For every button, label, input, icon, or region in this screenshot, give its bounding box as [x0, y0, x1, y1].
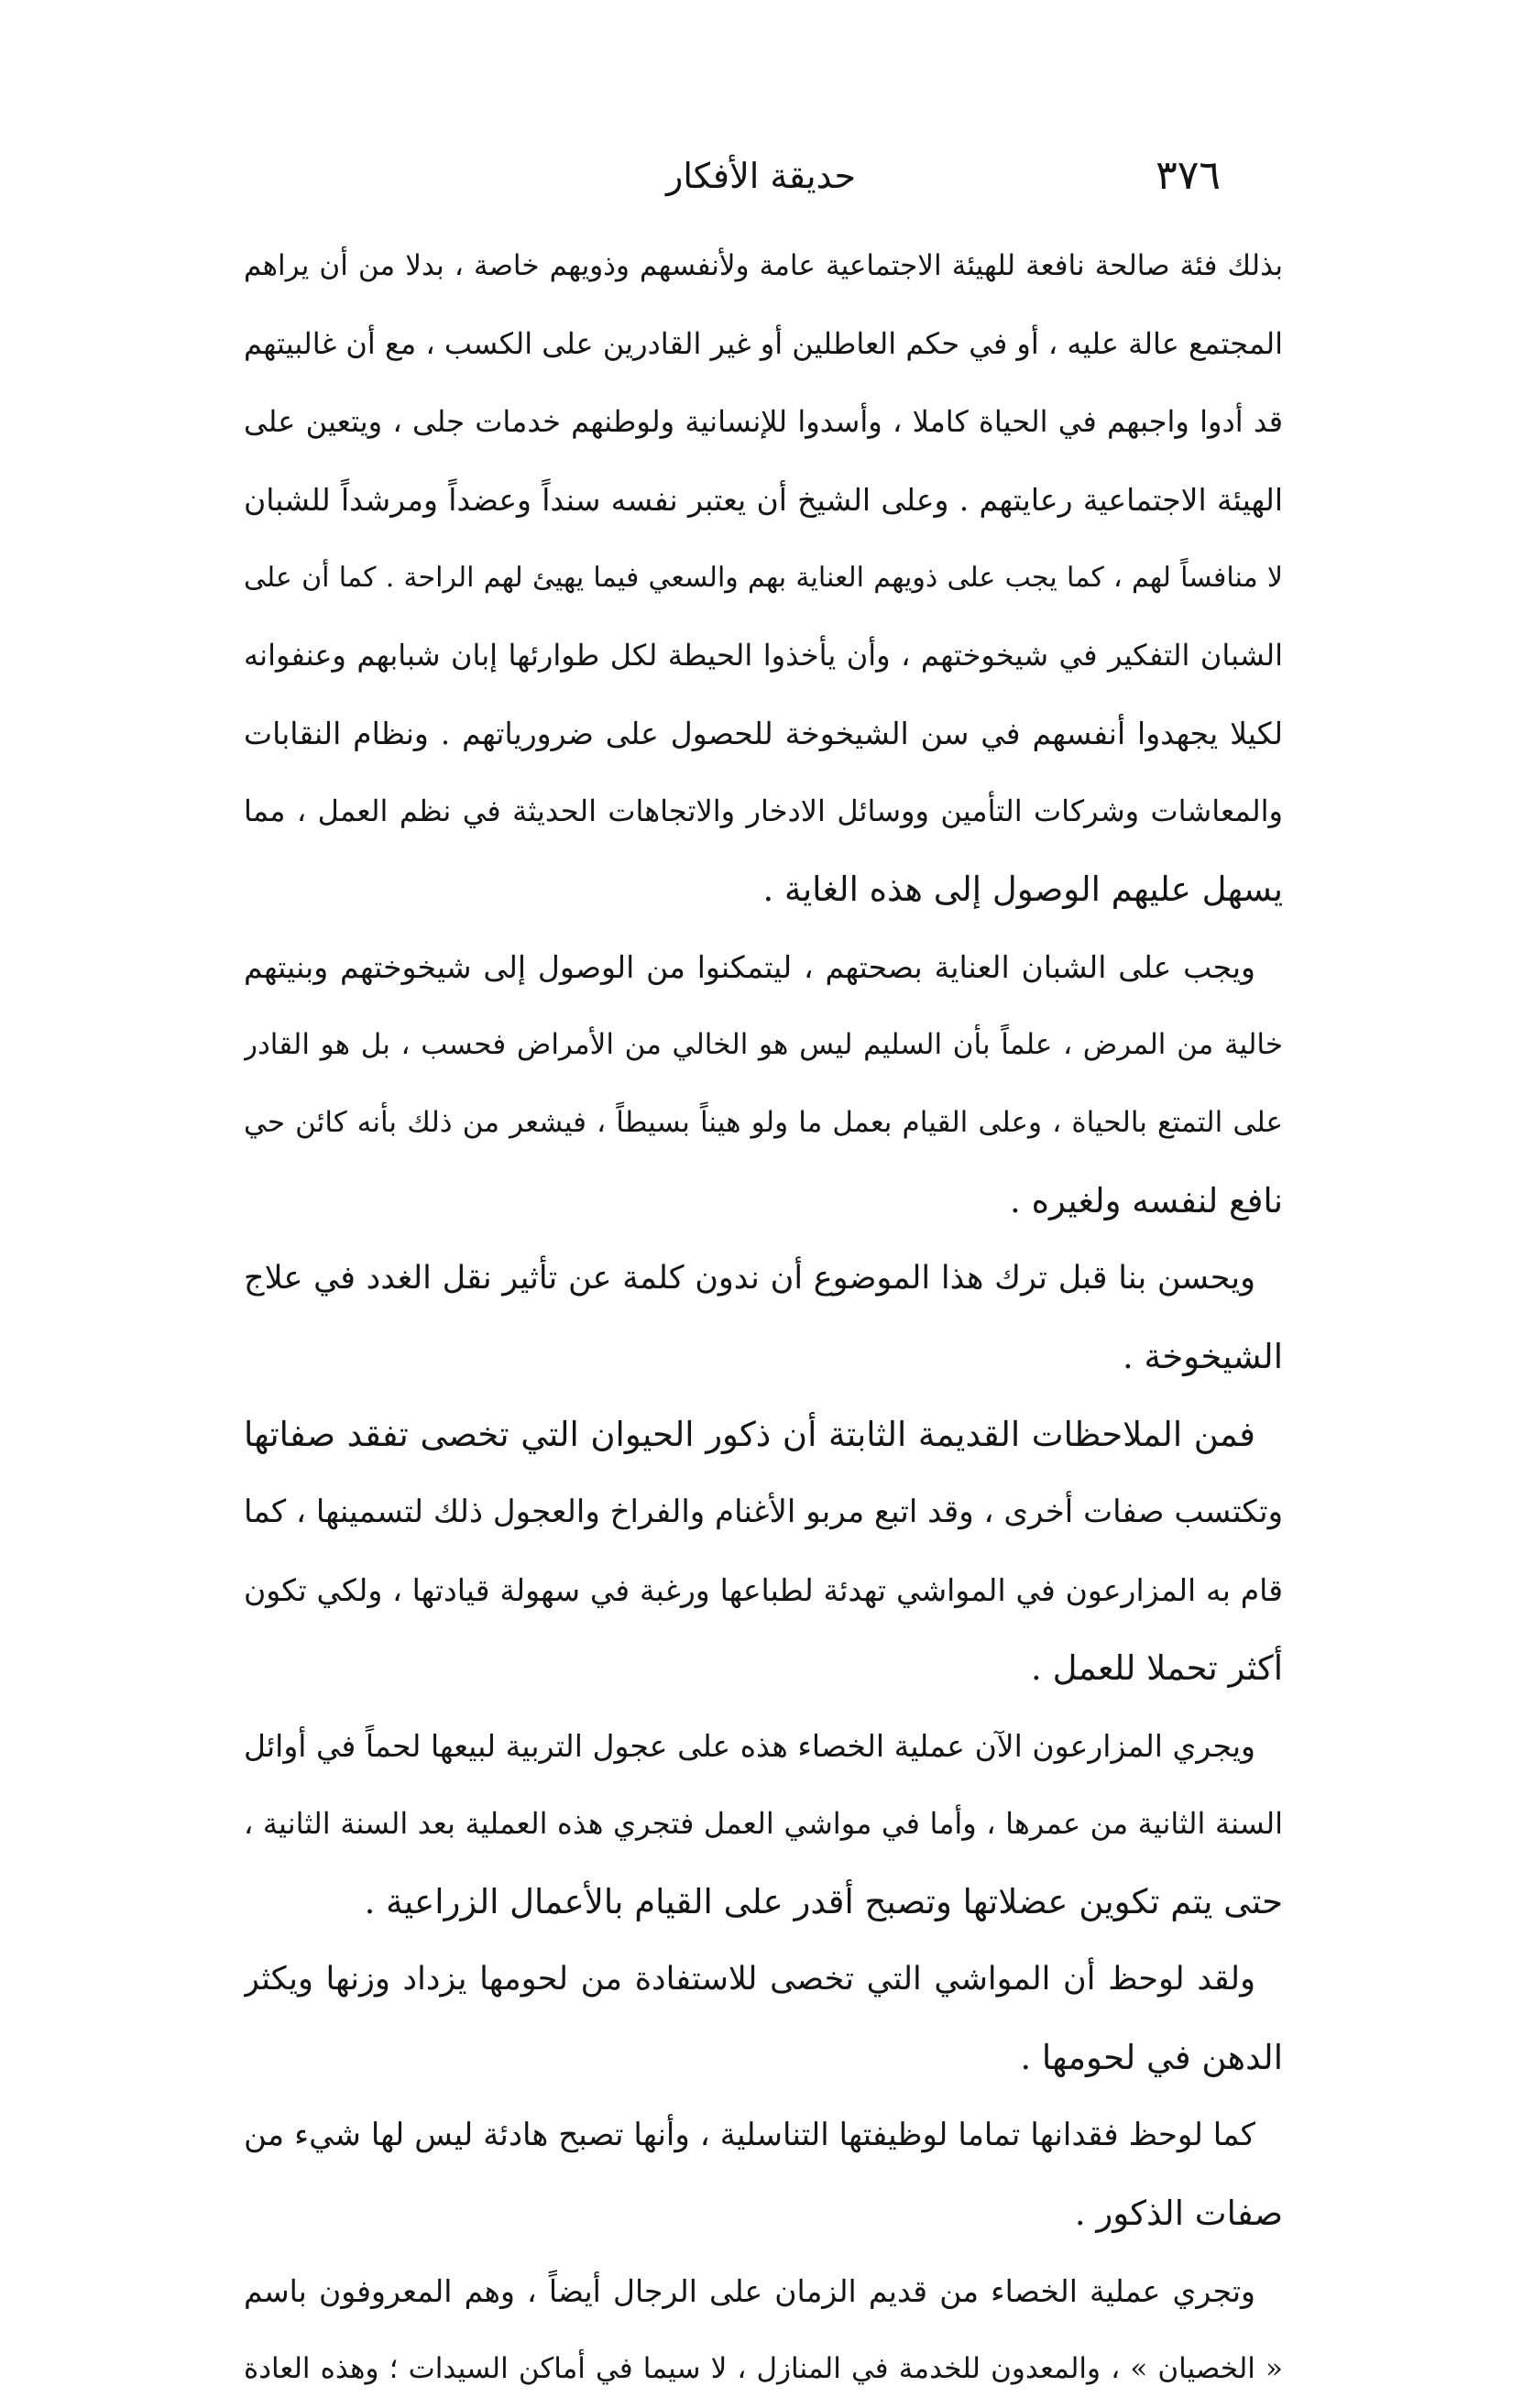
- text-line: أكثر تحملا للعمل .: [1031, 1648, 1283, 1688]
- paragraph-start-line: فمن الملاحظات القديمة الثابتة أن ذكور الحيوان التي تخصى تفقد صفاتها: [244, 1415, 1255, 1454]
- paragraph-start-line: ويجري المزارعون الآن عملية الخصاء هذه على عجول التربية لبيعها لحماً في أوائل: [244, 1728, 1255, 1764]
- text-line: الشيخوخة .: [1123, 1337, 1283, 1376]
- running-title: حديقة الأفكار: [666, 156, 856, 196]
- text-line: الشبان التفكير في شيخوختهم ، وأن يأخذوا الحيطة لكل طوارئها إبان شبابهم وعنفوانه: [244, 638, 1283, 673]
- text-line: السنة الثانية من عمرها ، وأما في مواشي العمل فتجري هذه العملية بعد السنة الثانية ،: [244, 1806, 1283, 1841]
- page-header: [0, 148, 1523, 203]
- paragraph-start-line: ويحسن بنا قبل ترك هذا الموضوع أن ندون كلمة عن تأثير نقل الغدد في علاج: [244, 1260, 1255, 1297]
- paragraph-start-line: وتجري عملية الخصاء من قديم الزمان على الرجال أيضاً ، وهم المعروفون باسم: [244, 2273, 1255, 2309]
- text-line: صفات الذكور .: [1074, 2194, 1283, 2233]
- paragraph-start-line: كما لوحظ فقدانها تماما لوظيفتها التناسلية ، وأنها تصبح هادئة ليس لها شيء من: [244, 2117, 1255, 2153]
- text-line: « الخصيان » ، والمعدون للخدمة في المنازل ، لا سيما في أماكن السيدات ؛ وهذه العادة: [244, 2352, 1283, 2385]
- text-line: لكيلا يجهدوا أنفسهم في سن الشيخوخة للحصول على ضرورياتهم . ونظام النقابات: [244, 716, 1283, 751]
- page-number: ٣٧٦: [1156, 152, 1221, 199]
- text-line: خالية من المرض ، علماً بأن السليم ليس هو الخالي من الأمراض فحسب ، بل هو القادر: [244, 1028, 1283, 1061]
- text-line: بذلك فئة صالحة نافعة للهيئة الاجتماعية عامة ولأنفسهم وذويهم خاصة ، بدلا من أن يراهم: [244, 249, 1283, 282]
- text-line: نافع لنفسه ولغيره .: [1010, 1181, 1283, 1220]
- text-line: قام به المزارعون في المواشي تهدئة لطباعها ورغبة في سهولة قيادتها ، ولكي تكون: [244, 1572, 1283, 1608]
- text-line: وتكتسب صفات أخرى ، وقد اتبع مربو الأغنام والفراخ والعجول ذلك لتسمينها ، كما: [244, 1494, 1283, 1530]
- text-line: على التمتع بالحياة ، وعلى القيام بعمل ما ولو هيناً بسيطاً ، فيشعر من ذلك بأنه كائن حي: [244, 1106, 1283, 1139]
- text-line: يسهل عليهم الوصول إلى هذه الغاية .: [762, 870, 1283, 909]
- text-line: والمعاشات وشركات التأمين ووسائل الادخار والاتجاهات الحديثة في نظم العمل ، مما: [244, 794, 1283, 828]
- text-line: الدهن في لحومها .: [1020, 2038, 1283, 2077]
- paragraph-start-line: ويجب على الشبان العناية بصحتهم ، ليتمكنوا من الوصول إلى شيخوختهم وبنيتهم: [244, 949, 1255, 985]
- text-line: لا منافساً لهم ، كما يجب على ذويهم العناية بهم والسعي فيما يهيئ لهم الراحة . كما أن على: [244, 562, 1283, 594]
- paragraph-start-line: ولقد لوحظ أن المواشي التي تخصى للاستفادة من لحومها يزداد وزنها ويكثر: [244, 1961, 1255, 1998]
- text-line: قد أدوا واجبهم في الحياة كاملا ، وأسدوا للإنسانية ولوطنهم خدمات جلى ، ويتعين على: [244, 404, 1283, 439]
- text-line: الهيئة الاجتماعية رعايتهم . وعلى الشيخ أن يعتبر نفسه سنداً وعضداً ومرشداً للشبان: [244, 482, 1283, 518]
- body-text: [244, 227, 1283, 2408]
- text-line: المجتمع عالة عليه ، أو في حكم العاطلين أو غير القادرين على الكسب ، مع أن غالبيتهم: [244, 326, 1283, 361]
- text-line: حتى يتم تكوين عضلاتها وتصبح أقدر على القيام بالأعمال الزراعية .: [364, 1882, 1283, 1921]
